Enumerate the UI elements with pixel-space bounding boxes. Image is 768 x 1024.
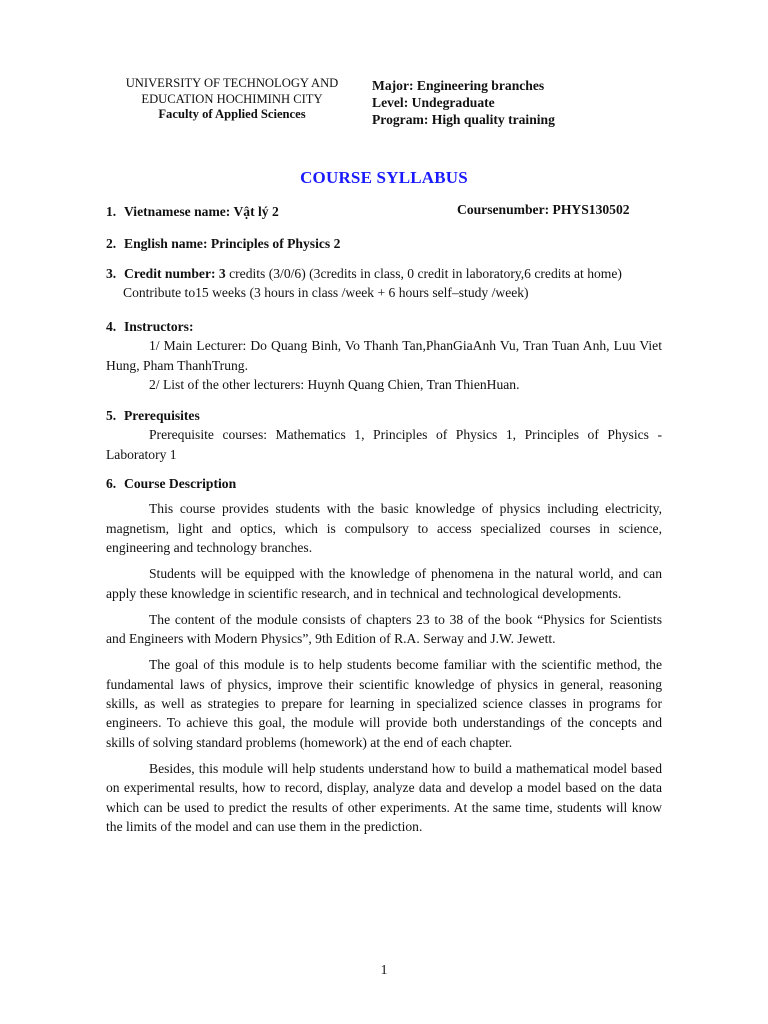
description-paragraph: This course provides students with the basic knowledge of physics including electricity, magnetism, light and optics, which is compulsory to access specialized courses in science, engineering and technology branches.: [106, 501, 662, 555]
prerequisites-text: Prerequisite courses: Mathematics 1, Principles of Physics 1, Principles of Physics - Laboratory 1: [106, 427, 662, 462]
prerequisites-heading: Prerequisites: [124, 408, 200, 423]
other-lecturers: 2/ List of the other lecturers: Huynh Quang Chien, Tran ThienHuan.: [149, 377, 520, 392]
university-name-line1: UNIVERSITY OF TECHNOLOGY AND: [125, 76, 339, 90]
contribution-line: Contribute to15 weeks (3 hours in class /week + 6 hours self–study /week): [123, 285, 529, 301]
section-credit-number: [106, 264, 686, 303]
section-number: 1.: [106, 204, 117, 219]
program-line: Program: High quality training: [372, 112, 555, 127]
description-paragraph: The content of the module consists of chapters 23 to 38 of the book “Physics for Scientists and Engineers with Modern Physics”, 9th Edition of R.A. Serway and J.W. Jewett.: [106, 611, 662, 647]
section-prerequisites: [106, 406, 662, 464]
vietnamese-name: Vietnamese name: Vật lý 2: [124, 204, 279, 219]
university-name-line2: EDUCATION HOCHIMINH CITY: [141, 91, 323, 106]
credit-detail: credits (3/0/6) (3credits in class, 0 credit in laboratory,6 credits at home): [225, 266, 622, 281]
section-instructors: [106, 317, 662, 394]
main-lecturers: 1/ Main Lecturer: Do Quang Binh, Vo Thanh Tan,PhanGiaAnh Vu, Tran Tuan Anh, Luu Viet Hung, Pham ThanhTrung.: [106, 338, 662, 373]
section-number: 3.: [106, 266, 117, 281]
program-info-block: [372, 77, 555, 128]
course-description-heading: Course Description: [124, 476, 237, 491]
section-english-name: [106, 234, 662, 253]
credit-number-label: Credit number: 3: [124, 266, 226, 281]
description-paragraph: The goal of this module is to help students become familiar with the scientific method, the fundamental laws of physics, improve their scientific knowledge of physics in general, reasoning skills, as well as strategies to prepare for learning in specialized science classes in programs for engineers. To achieve this goal, the module will provide both understandings of the concepts and skills of solving standard problems (homework) at the end of each chapter.: [106, 657, 662, 750]
section-number: 4.: [106, 319, 117, 334]
faculty-name: Faculty of Applied Sciences: [158, 107, 306, 121]
page-number: 1: [380, 962, 388, 977]
level-line: Level: Undegraduate: [372, 95, 495, 110]
description-paragraph: Students will be equipped with the knowledge of phenomena in the natural world, and can apply these knowledge in scientific research, and in technical and technological developments.: [106, 566, 662, 601]
document-title: COURSE SYLLABUS: [300, 168, 468, 187]
course-number: Coursenumber: PHYS130502: [457, 202, 630, 217]
section-course-description: [106, 474, 662, 836]
section-number: 2.: [106, 236, 117, 251]
university-block: [112, 76, 352, 123]
instructors-heading: Instructors:: [124, 319, 194, 334]
section-number: 6.: [106, 476, 117, 491]
english-name: English name: Principles of Physics 2: [124, 236, 341, 251]
major-line: Major: Engineering branches: [372, 78, 545, 93]
section-number: 5.: [106, 408, 117, 423]
description-paragraph: Besides, this module will help students understand how to build a mathematical model based on experimental results, how to record, display, analyze data and develop a model based on the data which can be used to predict the results of other experiments. At the same time, students will know the limits of the model and can use them in the prediction.: [106, 760, 662, 834]
